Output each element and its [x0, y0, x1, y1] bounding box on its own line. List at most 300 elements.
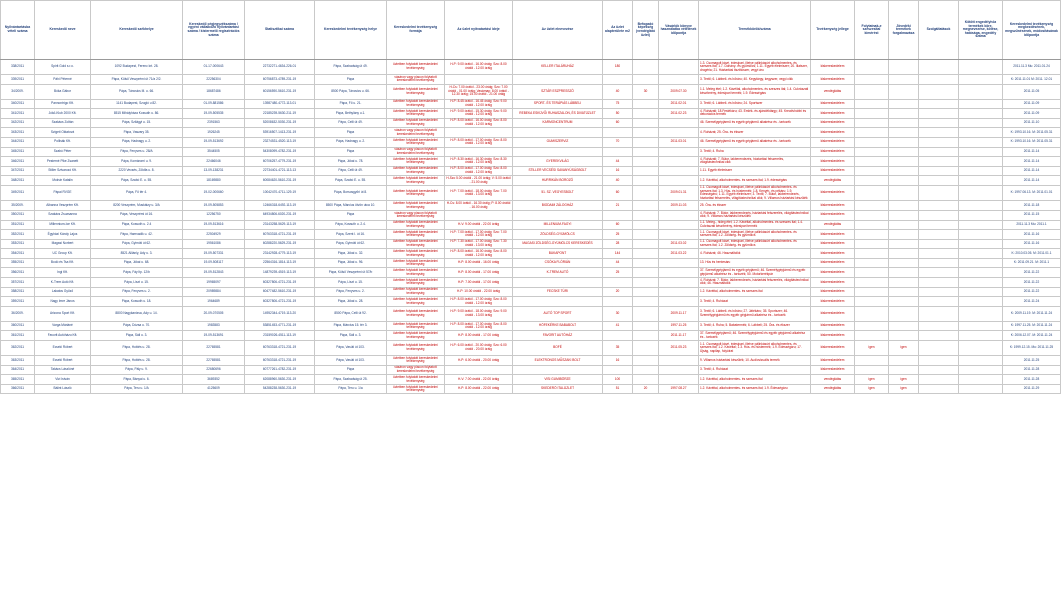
complaint-book-date-cell — [659, 220, 699, 230]
capacity-cell — [633, 356, 659, 366]
complaint-book-date-cell — [659, 258, 699, 268]
services-cell — [919, 166, 959, 176]
services-cell — [919, 109, 959, 119]
opening-hours-cell: H-P: 7.00 órától - 17.00 óráig; Szo: 7.00 órától - 12.00 óráig — [445, 230, 513, 240]
capacity-cell — [633, 375, 659, 385]
floor-area-cell — [603, 147, 633, 157]
shop-name-cell: GUMISZERVIZ — [513, 137, 603, 147]
activity-form-cell: üzletben folytatott kereskedelmi tevékenység — [387, 99, 445, 109]
activity-type-cell: vendéglátás — [811, 220, 855, 230]
alcohol-serving-cell — [855, 297, 889, 307]
table-row — [1, 176, 1061, 186]
table-row — [1, 239, 1061, 249]
complaint-book-date-cell: 1997.08.27 — [659, 384, 699, 394]
registration-number-cell: 340/2011 — [1, 99, 35, 109]
table-row — [1, 384, 1061, 394]
alcohol-serving-cell — [855, 239, 889, 249]
activity-form-cell: üzletben folytatott kereskedelmi tevékenység — [387, 375, 445, 385]
activity-date-cell: 2011.11.14 — [1003, 166, 1061, 176]
complaint-book-date-cell: 2009.01.31 — [659, 185, 699, 200]
services-cell — [919, 331, 959, 341]
alcohol-serving-cell — [855, 287, 889, 297]
column-header: Kereskedő cégjegyzékszáma / egyéni vállalkozó nyilvántartási száma / kistermelő regisztrációs száma — [183, 1, 245, 60]
trader-name-cell: Favorit Autóházu Kft. — [35, 331, 91, 341]
permit-goods-cell — [959, 60, 1003, 75]
excise-goods-cell — [889, 137, 919, 147]
activity-form-cell: üzletben folytatott kereskedelmi tevékenység — [387, 321, 445, 331]
services-cell — [919, 249, 959, 259]
excise-goods-cell — [889, 185, 919, 200]
company-registration-cell: 3544505 — [183, 147, 245, 157]
complaint-book-date-cell — [659, 157, 699, 167]
floor-area-cell — [603, 210, 633, 220]
shop-name-cell: KELLER ITALÁRUHÁZ — [513, 60, 603, 75]
activity-place-cell: Pápa, Jókai u. 78. — [315, 157, 387, 167]
product-categories-cell: 37. Személygépjármű; 46. Személygépjármű és egyéb gépjármű alkatrész és - tartozék — [699, 331, 811, 341]
excise-goods-cell — [889, 331, 919, 341]
complaint-book-date-cell — [659, 268, 699, 278]
services-cell — [919, 157, 959, 167]
activity-date-cell: K: 2010.03.05. M: 2011.01.1 — [1003, 249, 1061, 259]
floor-area-cell: 20 — [603, 287, 633, 297]
registration-number-cell: 346/2011 — [1, 157, 35, 167]
capacity-cell — [633, 306, 659, 321]
activity-type-cell: kiskereskedelem — [811, 306, 855, 321]
services-cell — [919, 84, 959, 99]
registration-number-cell: 339/2011 — [1, 75, 35, 85]
activity-place-cell: 8500 Pápa, Március ötvön utca 10. — [315, 201, 387, 211]
product-categories-cell: 1.1. Meleg étel; 1.2. Kávéital, alkoholmentes- és szeszes ital; 1.4. Cukrászati készítmény, édesipari termék; 1.9. Édességáru — [699, 84, 811, 99]
floor-area-cell — [603, 365, 633, 375]
table-row — [1, 230, 1061, 240]
activity-place-cell: Pápa, Szabó E. u. 55. — [315, 176, 387, 186]
capacity-cell — [633, 166, 659, 176]
capacity-cell — [633, 220, 659, 230]
activity-place-cell: Pápa, Celli út 49. — [315, 118, 387, 128]
column-header: Folytatnak-e szeszesital kimérést — [855, 1, 889, 60]
opening-hours-cell: H-P: 8.00 órától - 17.00 óráig — [445, 268, 513, 278]
opening-hours-cell: H-V: 7.00 órától - 22.00 óráig — [445, 375, 513, 385]
activity-form-cell: üzletben folytatott kereskedelmi tevékenység — [387, 176, 445, 186]
trader-name-cell: Nagy Imre János — [35, 297, 91, 307]
alcohol-serving-cell: igen — [855, 341, 889, 356]
complaint-book-date-cell — [659, 278, 699, 288]
activity-place-cell: Pápa, Szabadság út 25. — [315, 375, 387, 385]
trader-seat-cell: Pápa, Teru u. 1/A — [91, 384, 183, 394]
floor-area-cell: 50 — [603, 109, 633, 119]
activity-form-cell: üzletben folytatott kereskedelmi tevékenység — [387, 268, 445, 278]
trader-name-cell: Magasi Norbert — [35, 239, 91, 249]
product-categories-cell: 3. Textil; 4. Ruházat — [699, 297, 811, 307]
services-cell — [919, 239, 959, 249]
activity-place-cell: Pápa, Kossuth u. 2.4. — [315, 220, 387, 230]
alcohol-serving-cell: igen — [855, 375, 889, 385]
complaint-book-date-cell — [659, 230, 699, 240]
shop-name-cell: CSÓKA FLÓRIÁN — [513, 258, 603, 268]
activity-type-cell: kiskereskedelem — [811, 249, 855, 259]
activity-form-cell: üzletben folytatott kereskedelmi tevékenység — [387, 230, 445, 240]
floor-area-cell: 40 — [603, 176, 633, 186]
shop-name-cell — [513, 297, 603, 307]
company-registration-cell: 1983583 — [183, 321, 245, 331]
registration-number-cell: 341/2011 — [1, 109, 35, 119]
table-row — [1, 321, 1061, 331]
floor-area-cell: 35 — [603, 341, 633, 356]
floor-area-cell: 25 — [603, 268, 633, 278]
activity-place-cell: Pápa, Borsosgyőri út 8. — [315, 185, 387, 200]
trader-seat-cell: Pápa, Kossuth u. 18. — [91, 297, 183, 307]
services-cell — [919, 287, 959, 297]
activity-form-cell: üzletben folytatott kereskedelmi tevékenység — [387, 84, 445, 99]
product-categories-cell: 4. Ruházati; 18.Festékáru; 43. Emlék- és ajándéktárgy; 45. Kreatívhobbi és dekorációs termék — [699, 109, 811, 119]
shop-name-cell: GYEREKVILÁG — [513, 157, 603, 167]
alcohol-serving-cell — [855, 137, 889, 147]
opening-hours-cell: H-P: 8.00 órától - 17.00 óráig; Szo: 8.00 órától - 12.00 óráig — [445, 321, 513, 331]
registration-number-cell: 338/2011 — [1, 60, 35, 75]
product-categories-cell: 46. Személygépjármű és egyéb gépjármű alkatrész és - tartozék — [699, 118, 811, 128]
permit-goods-cell — [959, 128, 1003, 138]
alcohol-serving-cell — [855, 147, 889, 157]
capacity-cell — [633, 176, 659, 186]
statistical-number-cell: 60763318-4721-231-19 — [245, 230, 315, 240]
statistical-number-cell: 23142928-4779-113-19 — [245, 249, 315, 259]
registration-number-cell: 362/2011 — [1, 341, 35, 356]
activity-form-cell: vásáron vagy piacon folytatott kereskedelmi tevékenység — [387, 128, 445, 138]
capacity-cell — [633, 185, 659, 200]
registration-number-cell: 366/2011 — [1, 384, 35, 394]
opening-hours-cell: H-Szo 5.00 órától - 21.00 óráig; V: 5.00 órától - 21.00 óráig — [446, 176, 511, 184]
activity-type-cell: kiskereskedelem — [811, 341, 855, 356]
services-cell — [919, 384, 959, 394]
trader-name-cell: Arizona Sport Kft. — [35, 306, 91, 321]
registration-number-cell: 364/2011 — [1, 365, 35, 375]
trader-name-cell: Jókő-Klub 2000 Kft. — [35, 109, 91, 119]
services-cell — [919, 297, 959, 307]
activity-place-cell: Pápa, Jókai u. 28. — [315, 297, 387, 307]
permit-goods-cell — [959, 297, 1003, 307]
trader-name-cell: Molnár Katalin — [35, 176, 91, 186]
alcohol-serving-cell — [855, 118, 889, 128]
column-header: Szolgáltatások — [919, 1, 959, 60]
product-categories-cell: 9. Villamos háztartási készülék; 10. Audiovizuális termék — [699, 356, 811, 366]
table-row — [1, 331, 1061, 341]
complaint-book-date-cell: 2011.02.23 — [659, 109, 699, 119]
trader-seat-cell: Pápa, Vaszary 35. — [91, 128, 183, 138]
table-row — [1, 185, 1061, 200]
table-row — [1, 166, 1061, 176]
activity-form-cell: üzletben folytatott kereskedelmi tevékenység — [387, 185, 445, 200]
complaint-book-date-cell — [659, 75, 699, 85]
statistical-number-cell: 13987480-4772-113-01 — [245, 99, 315, 109]
excise-goods-cell — [889, 60, 919, 75]
floor-area-cell — [603, 75, 633, 85]
trader-seat-cell: Pápa, Hadnagy u. 2. — [91, 137, 183, 147]
statistical-number-cell: 22185239-5630-211-19 — [245, 109, 315, 119]
services-cell — [919, 137, 959, 147]
shop-name-cell: SPORT- ÉS TERÁPIÁS LÁBBELI — [513, 99, 603, 109]
activity-date-cell: 2011.11.28 — [1003, 375, 1061, 385]
activity-date-cell: 2011.11.05 — [1003, 84, 1061, 99]
activity-place-cell: 8500 Pápa, Táncsics u. 66. — [315, 84, 387, 99]
floor-area-cell: 40 — [603, 84, 633, 99]
trader-seat-cell: Pápa, Fő tér 4. — [91, 185, 183, 200]
opening-hours-cell: H-Cs: 8.00 órától - 16.30 óráig; P: 8.00 órától - 16.00 óráig — [445, 201, 513, 211]
trader-name-cell: Pesterné Pike Zsanett — [35, 157, 91, 167]
trader-name-cell: Szakács Zsuzsanna — [35, 210, 91, 220]
alcohol-serving-cell — [855, 60, 889, 75]
table-row — [1, 297, 1061, 307]
registration-number-cell: 34/2009. — [1, 84, 35, 99]
company-registration-cell: 22504929 — [183, 230, 245, 240]
permit-goods-cell — [959, 109, 1003, 119]
excise-goods-cell: igen — [889, 384, 919, 394]
excise-goods-cell — [889, 230, 919, 240]
table-header — [1, 1, 1061, 60]
activity-date-cell: 2011.11.10 — [1003, 118, 1061, 128]
column-header: Kereskedő székhelye — [91, 1, 183, 60]
activity-date-cell: 2011.11.22 — [1003, 287, 1061, 297]
complaint-book-date-cell: 2009.11.03 — [659, 201, 699, 211]
excise-goods-cell — [889, 321, 919, 331]
trader-name-cell: Vizi István — [35, 375, 91, 385]
activity-place-cell: Pápa — [315, 147, 387, 157]
shop-name-cell: VISI GUMIBÖRZE — [513, 375, 603, 385]
table-row — [1, 306, 1061, 321]
shop-name-cell: FAVORIT AUTÓHÁZ — [513, 331, 603, 341]
statistical-number-cell: 53851453-4771-231-19 — [245, 321, 315, 331]
excise-goods-cell — [889, 176, 919, 186]
excise-goods-cell — [889, 220, 919, 230]
activity-type-cell: kiskereskedelem — [811, 166, 855, 176]
opening-hours-cell: H-P: 9.00 órától - 16.00 óráig; Szo: 8.00 órától - 12.00 óráig — [445, 60, 513, 75]
statistical-number-cell: 60327806-4721-231-19 — [245, 278, 315, 288]
activity-date-cell: 2011.11.09 — [1003, 109, 1061, 119]
trader-seat-cell: Pápa, Táncsics M. u. 66. — [91, 84, 183, 99]
trader-seat-cell: Pápa, Hoblés u. 28. — [91, 356, 183, 366]
company-registration-cell: 19-09-512843 — [183, 268, 245, 278]
trader-name-cell: UC Group Kft. — [35, 249, 91, 259]
table-row — [1, 128, 1061, 138]
activity-place-cell: Pápa, Március 15. tér 3. — [315, 321, 387, 331]
floor-area-cell: 30 — [603, 306, 633, 321]
capacity-cell — [633, 249, 659, 259]
permit-goods-cell — [959, 258, 1003, 268]
capacity-cell — [633, 75, 659, 85]
activity-date-cell: 2011.11.14 — [1003, 157, 1061, 167]
excise-goods-cell — [889, 210, 919, 220]
activity-date-cell: K: 1999.12.15. Mu: 2011.11.25 — [1003, 341, 1061, 356]
company-registration-cell: 12256750 — [183, 210, 245, 220]
table-row — [1, 109, 1061, 119]
activity-type-cell: vendéglátás — [811, 384, 855, 394]
trader-name-cell: Bodó és Tsa Kft. — [35, 258, 91, 268]
company-registration-cell: 22765581 — [183, 341, 245, 356]
activity-form-cell: üzletben folytatott kereskedelmi tevékenység — [387, 258, 445, 268]
trader-seat-cell: 2220 Vecsés, Zöldfa u. 8. — [91, 166, 183, 176]
company-registration-cell: 18169880 — [183, 176, 245, 186]
trader-name-cell: Millennium-Ice Kft. — [35, 220, 91, 230]
alcohol-serving-cell — [855, 210, 889, 220]
activity-date-cell: 2011.11.3 Mu: 2011.1 — [1003, 220, 1061, 230]
capacity-cell — [633, 201, 659, 211]
company-registration-cell: 22765581 — [183, 356, 245, 366]
shop-name-cell — [513, 128, 603, 138]
activity-place-cell: Pápa, Jókai u. 32. — [315, 249, 387, 259]
company-registration-cell: 19965097 — [183, 278, 245, 288]
complaint-book-date-cell: 2011.05.23 — [659, 341, 699, 356]
services-cell — [919, 268, 959, 278]
activity-form-cell: üzletben folytatott kereskedelmi tevékenység — [387, 384, 445, 394]
registration-number-cell: 360/2011 — [1, 321, 35, 331]
registration-number-cell: 350/2011 — [1, 210, 35, 220]
excise-goods-cell — [889, 239, 919, 249]
opening-hours-cell: H-P: 8.00 órától - 17.00 óráig; Szo: 8.00 órától - 12.00 óráig — [445, 137, 513, 147]
statistical-number-cell: 14879239-4519-113-19 — [245, 268, 315, 278]
capacity-cell — [633, 109, 659, 119]
shop-name-cell: MAGASI ZÖLDSÉG-GYÜMÖLCS KERESKEDÉS — [513, 239, 603, 249]
company-registration-cell: 19-09-508117 — [183, 258, 245, 268]
trader-name-cell: Bálint László — [35, 384, 91, 394]
activity-form-cell: vásáron vagy piacon folytatott kereskedelmi tevékenység — [387, 147, 445, 157]
product-categories-cell: 1.3. Csomagolt kávé, édesipari, illetve pálinkásúrt alkoholmentes- és szeszes ital; 1.7. Dohány- és gyümölcs; 1.11. Egyéb élelmiszer; 20. Illatszer, drogéria; 21. Háztartási tisztítószer, vegyi áru — [699, 60, 811, 75]
company-registration-cell: 01-17-000643 — [183, 60, 245, 75]
permit-goods-cell — [959, 166, 1003, 176]
product-categories-cell: 3. Textil; 6. Lábbeli- és bőráru; 40. Kegytárgy, kegyszer, vegyi cikk — [699, 75, 811, 85]
statistical-number-cell: 12466318-6492-113-19 — [245, 201, 315, 211]
trader-name-cell: Ecseki Róbert — [35, 341, 91, 356]
alcohol-serving-cell: igen — [855, 384, 889, 394]
product-categories-cell: 1.11. Egyéb élelmiszer — [699, 166, 811, 176]
alcohol-serving-cell — [855, 321, 889, 331]
activity-place-cell: Pápa, Hadnagy u. 2. — [315, 137, 387, 147]
activity-type-cell: kiskereskedelem — [811, 278, 855, 288]
permit-goods-cell — [959, 230, 1003, 240]
shop-name-cell: BOFÉ — [513, 341, 603, 356]
column-header: Befogadó képesség (vendéglátó üzlet) — [633, 1, 659, 60]
shop-name-cell: SZTÁR ESZPRESSZÓ — [513, 84, 603, 99]
floor-area-cell: 60 — [603, 185, 633, 200]
activity-place-cell: Pápa, Bethylány u.1. — [315, 109, 387, 119]
alcohol-serving-cell — [855, 230, 889, 240]
complaint-book-date-cell — [659, 128, 699, 138]
product-categories-cell: 1.2. Kávéital, alkoholmentes- és szeszes ital; 1.9. édességáru — [699, 176, 811, 186]
excise-goods-cell: igen — [889, 375, 919, 385]
product-categories-cell: 1.2. Kávéital, alkoholmentes- és szeszes ital — [699, 375, 811, 385]
product-categories-cell: 1.1. Csomagolt kávé, édesipari, illetve pálinkásúrt alkoholmentes- és szeszes ital; 1.3. Hús- és hústermék; 1.8. Kenyér- és pékáru; 1.9. Édességáru; 1.11. Egyéb élelmiszer; 3. Textil; 7. Bútor, lakberendezés, háztartási felszerelés, világítástechnikai cikk; 9. Villamos háztartási készülék — [699, 185, 811, 200]
complaint-book-date-cell — [659, 365, 699, 375]
capacity-cell: 30 — [633, 84, 659, 99]
capacity-cell — [633, 99, 659, 109]
services-cell — [919, 99, 959, 109]
opening-hours-cell — [445, 128, 513, 138]
activity-form-cell: üzletben folytatott kereskedelmi tevékenység — [387, 239, 445, 249]
product-categories-cell: 4. Ruházat; 7. Bútor, lakberendezés, háztartási felszerelés, világítástechnikai cikk; 46. Használtcikk — [699, 278, 811, 288]
services-cell — [919, 75, 959, 85]
activity-place-cell: Pápa, Celli út 49. — [315, 166, 387, 176]
activity-type-cell: kiskereskedelem — [811, 258, 855, 268]
activity-type-cell: kiskereskedelem — [811, 137, 855, 147]
company-registration-cell: 22256304 — [183, 75, 245, 85]
activity-type-cell: kiskereskedelem — [811, 60, 855, 75]
product-categories-cell: 1.1. Csomagolt kávé, édesipari, illetve pálinkásúrt alkoholmentes- és szeszes ital; 1.2. Zöldség- és gyümölcs — [699, 239, 811, 249]
activity-type-cell: vendéglátás — [811, 176, 855, 186]
permit-goods-cell — [959, 84, 1003, 99]
company-registration-cell: 19561086 — [183, 239, 245, 249]
trader-seat-cell: Pápa, Kossuth u. 2.4 — [91, 220, 183, 230]
excise-goods-cell — [889, 166, 919, 176]
alcohol-serving-cell — [855, 176, 889, 186]
opening-hours-cell: H-V: 9.00 órától - 22.00 óráig — [445, 220, 513, 230]
activity-date-cell: 2011.11.18 — [1003, 201, 1061, 211]
complaint-book-date-cell — [659, 375, 699, 385]
activity-date-cell: 2011.11.22 — [1003, 268, 1061, 278]
floor-area-cell: 44 — [603, 157, 633, 167]
trader-name-cell: Albanna Veszprém Kft. — [35, 201, 91, 211]
excise-goods-cell — [889, 258, 919, 268]
shop-name-cell: K-TREM AUTÓ — [513, 268, 603, 278]
floor-area-cell: 75 — [603, 99, 633, 109]
trader-seat-cell: 1092 Budapest, Ferenc krt. 28. — [91, 60, 183, 75]
trader-seat-cell: Pápa, Hamvadik u. 42. — [91, 230, 183, 240]
excise-goods-cell — [889, 278, 919, 288]
trader-seat-cell: 8521 Alliánly, Ady u. 3. — [91, 249, 183, 259]
table-row — [1, 365, 1061, 375]
floor-area-cell: 16 — [603, 166, 633, 176]
activity-form-cell: vásáron vagy piacon folytatott kereskedelmi tevékenység — [387, 365, 445, 375]
permit-goods-cell — [959, 137, 1003, 147]
alcohol-serving-cell — [855, 185, 889, 200]
activity-date-cell: 2011.11.22 — [1003, 278, 1061, 288]
table-row — [1, 60, 1061, 75]
column-header: Kereskedelmi tevékenység megkezdésének, megszűnésének, módosításának időpontja — [1003, 1, 1061, 60]
trader-name-cell: Ecseki Róbert — [35, 356, 91, 366]
activity-date-cell: K: 2011.11.01 M: 2011. 12.01 — [1003, 75, 1061, 85]
table-row — [1, 99, 1061, 109]
alcohol-serving-cell — [855, 201, 889, 211]
trader-name-cell: Spirit Gold s.r.o. — [35, 60, 91, 75]
registration-number-cell: 357/2011 — [1, 278, 35, 288]
registration-number-cell: 349/2011 — [1, 185, 35, 200]
excise-goods-cell — [889, 268, 919, 278]
opening-hours-cell: H-P: 8.30 órától - 16.30 óráig; Szo: 8.30 órától - 12.00 óráig — [445, 157, 513, 167]
registration-number-cell: 365/2011 — [1, 375, 35, 385]
activity-form-cell: üzletben folytatott kereskedelmi tevékenység — [387, 109, 445, 119]
registration-number-cell: 353/2011 — [1, 239, 35, 249]
activity-form-cell: üzletben folytatott kereskedelmi tevékenység — [387, 118, 445, 128]
floor-area-cell: 28 — [603, 239, 633, 249]
opening-hours-cell — [445, 210, 513, 220]
product-categories-cell: 3. Textil; 6. Lábbeli- és bőráru; 24. Sportszer — [699, 99, 811, 109]
floor-area-cell: 144 — [603, 249, 633, 259]
alcohol-serving-cell — [855, 268, 889, 278]
permit-goods-cell — [959, 306, 1003, 321]
trader-seat-cell: Pápa, Szilágyi u. 15. — [91, 118, 183, 128]
statistical-number-cell: 54308099-4782-231-19 — [245, 147, 315, 157]
alcohol-serving-cell — [855, 258, 889, 268]
table-row — [1, 157, 1061, 167]
capacity-cell — [633, 321, 659, 331]
activity-form-cell: üzletben folytatott kereskedelmi tevékenység — [387, 166, 445, 176]
permit-goods-cell — [959, 356, 1003, 366]
activity-form-cell: üzletben folytatott kereskedelmi tevékenység — [387, 356, 445, 366]
shop-name-cell: MILLENIUM-FAGYI — [513, 220, 603, 230]
capacity-cell: 20 — [633, 384, 659, 394]
product-categories-cell: 4. Ruházat; 46. Használtcikk — [699, 249, 811, 259]
activity-form-cell: üzletben folytatott kereskedelmi tevékenység — [387, 249, 445, 259]
company-registration-cell: 22466046 — [183, 157, 245, 167]
services-cell — [919, 60, 959, 75]
shop-name-cell — [513, 278, 603, 288]
